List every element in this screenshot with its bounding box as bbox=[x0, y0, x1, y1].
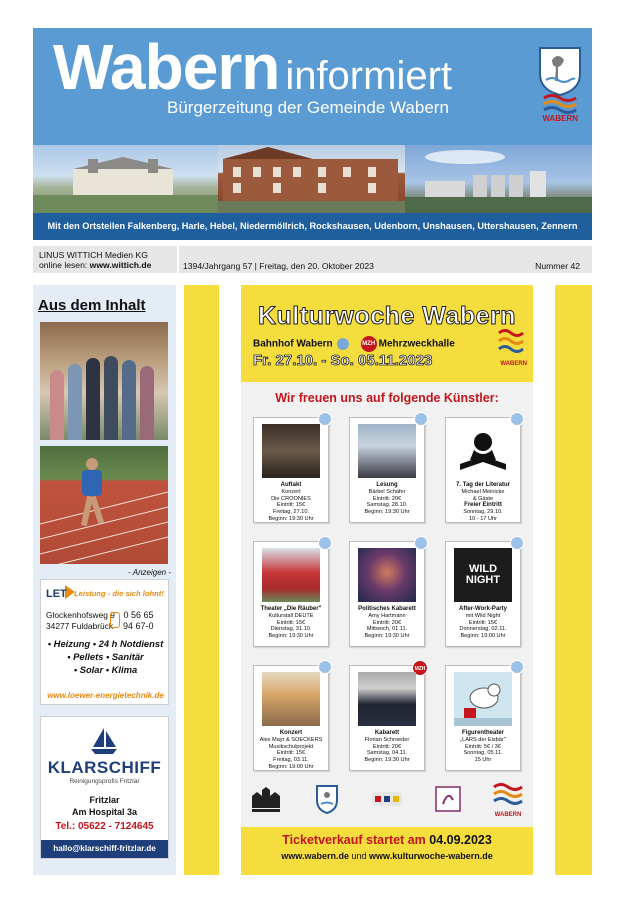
runner-icon bbox=[318, 412, 332, 426]
event-line: 15 Uhr bbox=[474, 757, 492, 764]
event-line: Musikschulprojekt bbox=[268, 743, 314, 750]
coat-of-arms-icon bbox=[310, 784, 344, 814]
event-title: Kabarett bbox=[374, 730, 400, 736]
wabern-wave-logo-icon bbox=[542, 94, 578, 114]
klarschiff-tel[interactable]: Tel.: 05622 - 7124645 bbox=[55, 821, 154, 832]
event-text bbox=[254, 730, 328, 771]
let-services bbox=[41, 637, 170, 676]
yellow-strip-left bbox=[184, 285, 219, 875]
event-card[interactable] bbox=[349, 541, 425, 647]
ticket-line bbox=[241, 833, 533, 847]
ad-klarschiff[interactable] bbox=[40, 716, 169, 859]
event-card[interactable] bbox=[445, 541, 521, 647]
contents-heading: Aus dem Inhalt bbox=[38, 297, 146, 314]
yellow-strip-right bbox=[555, 285, 592, 875]
online-url-link[interactable]: www.wittich.de bbox=[89, 260, 152, 270]
event-card[interactable] bbox=[349, 665, 425, 771]
event-title: Lesung bbox=[376, 482, 398, 488]
klarschiff-mail-link[interactable]: hallo@klarschiff-fritzlar.de bbox=[41, 840, 168, 858]
event-photo bbox=[262, 424, 320, 478]
ortsteile-banner: Mit den Ortsteilen Falkenberg, Harle, Hebel, Niedermöllrich, Rockshausen, Udenborn, Unshausen, Uttershausen, Zennern bbox=[33, 213, 592, 240]
location-right: Mehrzweckhalle bbox=[378, 338, 455, 350]
mzh-badge: MZH bbox=[361, 336, 377, 352]
event-line: Beginn: 19:30 Uhr bbox=[364, 633, 410, 640]
power-plant-photo bbox=[405, 145, 592, 213]
event-line: Donnerstag, 02.11. bbox=[459, 626, 507, 633]
wild-night-logo: WILD NIGHT bbox=[465, 563, 501, 586]
event-photo bbox=[358, 548, 416, 602]
event-card[interactable] bbox=[349, 417, 425, 523]
publisher-name: LINUS WITTICH Medien KG bbox=[39, 250, 148, 260]
event-line: 10 - 17 Uhr bbox=[469, 515, 497, 522]
kulturwoche-poster bbox=[241, 285, 533, 875]
foundation-logo-icon bbox=[431, 784, 465, 814]
event-photo bbox=[262, 672, 320, 726]
event-line: Die CROONIES bbox=[271, 495, 311, 502]
wabern-wave-logo-icon bbox=[491, 781, 525, 807]
event-text bbox=[350, 606, 424, 640]
let-address bbox=[46, 610, 115, 632]
title-main: Wabern bbox=[53, 31, 280, 103]
let-street: Glockenhofsweg 9 bbox=[46, 610, 115, 620]
publisher-info bbox=[39, 250, 151, 270]
runner-icon bbox=[510, 536, 524, 550]
masthead bbox=[33, 28, 592, 145]
poster-title: Kulturwoche Wabern bbox=[257, 302, 517, 330]
event-line: Eintritt: 15€ bbox=[276, 619, 306, 626]
event-card[interactable] bbox=[445, 417, 521, 523]
online-prefix: online lesen: bbox=[39, 260, 88, 270]
poster-location bbox=[253, 336, 455, 352]
let-service-1: • Heizung • 24 h Notdienst bbox=[47, 638, 164, 649]
contents-sidebar bbox=[33, 285, 176, 875]
mzh-card-badge: MZH bbox=[412, 660, 428, 676]
klarschiff-brand: KLARSCHIFF bbox=[47, 758, 162, 777]
event-text bbox=[254, 482, 328, 523]
event-title: After-Work-Party bbox=[459, 606, 507, 612]
event-line: Eintritt: 5€ / 3€ bbox=[464, 743, 502, 750]
sponsor-logos bbox=[249, 779, 525, 819]
event-line: Freitag, 03.11. bbox=[273, 757, 309, 764]
event-line: Beginn: 19:30 Uhr bbox=[364, 757, 410, 764]
runner-icon bbox=[510, 660, 524, 674]
event-card[interactable] bbox=[253, 541, 329, 647]
klarschiff-address bbox=[41, 794, 168, 818]
ticket-date: 04.09.2023 bbox=[429, 833, 492, 847]
url-kulturwoche-link[interactable]: www.kulturwoche-wabern.de bbox=[369, 851, 493, 861]
event-title: Figurentheater bbox=[461, 730, 504, 736]
coat-label: WABERN bbox=[542, 114, 578, 123]
newspaper-title bbox=[53, 30, 452, 104]
let-url-link[interactable]: www.loewer-energietechnik.de bbox=[47, 691, 164, 700]
klarschiff-street: Am Hospital 3a bbox=[71, 807, 138, 817]
event-line: Michael Meinicke bbox=[461, 488, 505, 495]
event-line: Kulturstall DEUTE bbox=[268, 612, 314, 619]
event-line: & Gäste bbox=[472, 495, 494, 502]
let-phone-2: 94 67-0 bbox=[123, 621, 154, 631]
event-line: Beginn: 19:00 Uhr bbox=[460, 633, 506, 640]
event-photo bbox=[358, 424, 416, 478]
event-card[interactable] bbox=[253, 417, 329, 523]
event-line: Samstag, 28.10. bbox=[366, 502, 408, 509]
event-line: Freitag, 27.10. bbox=[272, 509, 310, 516]
poster-intro: Wir freuen uns auf folgende Künstler: bbox=[275, 391, 499, 405]
msg-logo-icon bbox=[370, 784, 404, 814]
event-line: Beginn: 19:30 Uhr bbox=[268, 515, 314, 522]
event-line: Freier Eintritt bbox=[464, 502, 502, 509]
event-line: Eintritt: 15€ bbox=[468, 619, 498, 626]
event-title: Politisches Kabarett bbox=[358, 606, 416, 612]
runner-icon bbox=[318, 536, 332, 550]
event-photo bbox=[454, 548, 512, 602]
event-line: Eintritt: 15€ bbox=[276, 502, 306, 509]
title-rest: informiert bbox=[285, 54, 453, 98]
location-left: Bahnhof Wabern bbox=[253, 338, 333, 350]
brick-building-photo bbox=[218, 145, 405, 213]
event-title: Konzert bbox=[279, 730, 303, 736]
event-line: Florian Schroeder bbox=[364, 736, 410, 743]
group-photo[interactable] bbox=[40, 322, 168, 440]
event-photo bbox=[262, 548, 320, 602]
sailboat-icon bbox=[89, 727, 119, 755]
runner-icon bbox=[318, 660, 332, 674]
event-text bbox=[254, 606, 328, 640]
wabern-logo bbox=[491, 781, 525, 817]
event-line: Amy Hartmann bbox=[368, 612, 406, 619]
event-card[interactable] bbox=[445, 665, 521, 771]
url-und: und bbox=[351, 851, 367, 861]
event-line: Sonntag, 05.11. bbox=[463, 750, 503, 757]
phone-icon bbox=[110, 612, 120, 628]
event-line: Beginn: 19:00 Uhr bbox=[268, 763, 314, 770]
history-society-logo-icon bbox=[249, 784, 283, 814]
event-line: Mittwoch, 01.11. bbox=[366, 626, 408, 633]
event-text bbox=[446, 730, 520, 764]
bottom-logo-text: WABERN bbox=[494, 812, 522, 818]
event-line: Sonntag, 29.10. bbox=[463, 509, 503, 516]
event-line: Eintritt: 20€ bbox=[372, 743, 402, 750]
event-line: Samstag, 04.11. bbox=[366, 750, 408, 757]
event-title: Auftakt bbox=[280, 482, 302, 488]
event-line: Alex Mayr & SOECKERS bbox=[259, 736, 323, 743]
event-card[interactable] bbox=[253, 665, 329, 771]
event-title: Theater „Die Räuber" bbox=[260, 606, 322, 612]
event-line: Eintritt: 20€ bbox=[372, 495, 402, 502]
event-photo bbox=[358, 672, 416, 726]
event-title: 7. Tag der Literatur bbox=[456, 482, 510, 488]
event-line: Konzert bbox=[281, 488, 301, 495]
event-text bbox=[350, 482, 424, 516]
issue-info-bar bbox=[33, 246, 592, 273]
newspaper-subtitle: Bürgerzeitung der Gemeinde Wabern bbox=[167, 98, 449, 117]
poster-dates: Fr. 27.10. - So. 05.11.2023 bbox=[253, 352, 433, 369]
let-slogan: Leistung - die sich lohnt! bbox=[74, 589, 164, 598]
event-line: Bärbel Schäfer bbox=[368, 488, 406, 495]
ticket-text: Ticketverkauf startet am bbox=[282, 833, 426, 847]
event-text bbox=[446, 606, 520, 640]
url-wabern-link[interactable]: www.wabern.de bbox=[281, 851, 349, 861]
runner-icon bbox=[414, 536, 428, 550]
ad-loewer-energietechnik[interactable] bbox=[40, 579, 169, 705]
coat-of-arms-icon bbox=[538, 46, 582, 96]
event-text bbox=[350, 730, 424, 764]
event-line: mit Wild Night bbox=[465, 612, 501, 619]
issue-number: Nummer 42 bbox=[535, 261, 580, 271]
masthead-photos bbox=[33, 145, 592, 213]
info-divider bbox=[177, 246, 179, 273]
klarschiff-city: Fritzlar bbox=[89, 795, 120, 805]
runner-icon bbox=[510, 412, 524, 426]
event-line: Eintritt: 15€ bbox=[276, 750, 306, 757]
wabern-wave-logo-icon bbox=[497, 327, 525, 361]
let-city: 34277 Fuldabrück bbox=[46, 621, 114, 631]
klarschiff-sub: Reinigungsprofis Fritzlar bbox=[69, 778, 140, 785]
let-service-2: • Pellets • Sanitär bbox=[67, 651, 144, 662]
runner-icon bbox=[414, 412, 428, 426]
ads-label: - Anzeigen - bbox=[128, 568, 171, 577]
castle-photo bbox=[33, 145, 218, 213]
issue-date: 1394/Jahrgang 57 | Freitag, den 20. Oktober 2023 bbox=[183, 261, 374, 271]
let-phone bbox=[123, 610, 154, 632]
let-service-3: • Solar • Klima bbox=[73, 664, 138, 675]
event-line: Dienstag, 31.10. bbox=[270, 626, 312, 633]
event-line: Beginn: 19:30 Uhr bbox=[364, 509, 410, 516]
event-line: Eintritt: 20€ bbox=[372, 619, 402, 626]
runner-photo[interactable] bbox=[40, 446, 168, 564]
poster-logo-text: WABERN bbox=[500, 361, 527, 367]
poster-header bbox=[241, 285, 533, 382]
poster-footer bbox=[241, 827, 533, 875]
event-text bbox=[446, 482, 520, 523]
let-phone-1: 0 56 65 bbox=[123, 610, 154, 620]
runner-icon bbox=[337, 338, 349, 350]
let-logo: LET bbox=[46, 588, 67, 600]
poster-urls bbox=[241, 851, 533, 861]
event-line: Beginn: 19:30 Uhr bbox=[268, 633, 314, 640]
event-line: „LARS der Eisbär" bbox=[460, 736, 506, 743]
book-illustration-icon bbox=[454, 424, 512, 478]
polar-bear-illustration-icon bbox=[454, 672, 512, 726]
